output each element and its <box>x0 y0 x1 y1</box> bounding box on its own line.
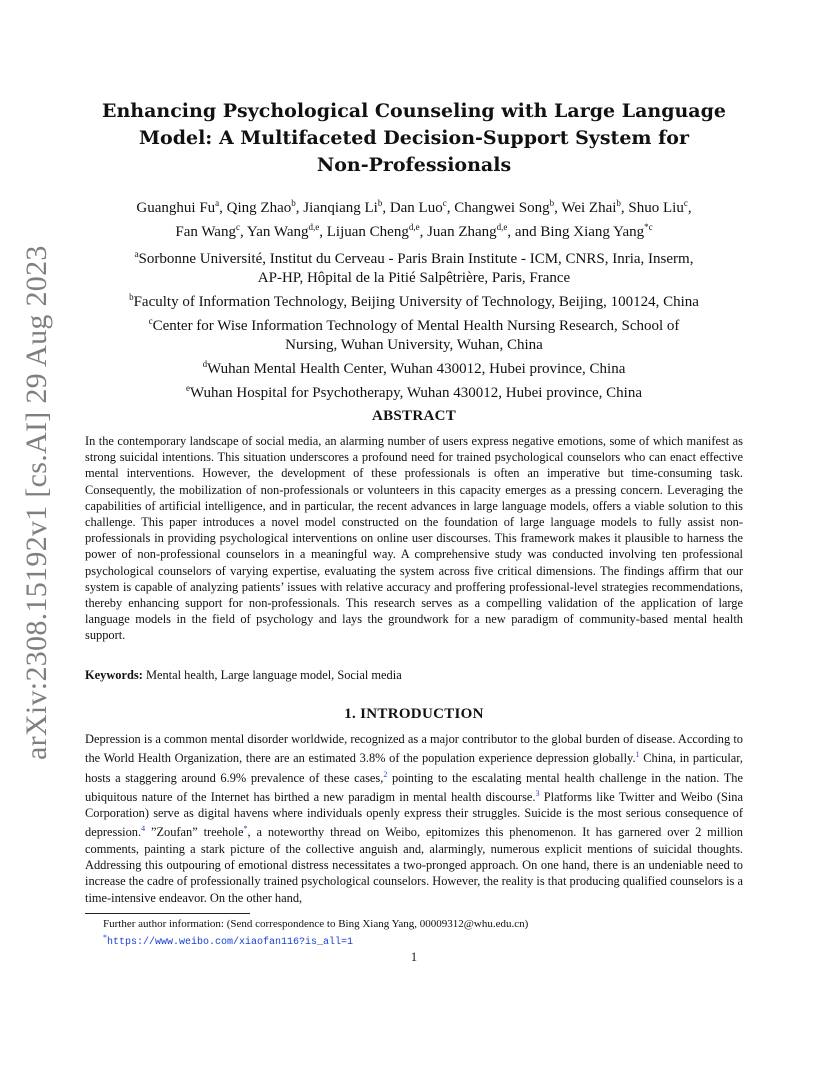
affiliation-continued <box>60 336 768 355</box>
abstract-text: In the contemporary landscape of social media, an alarming number of users express negative emotions, some of which manifest as strong suicidal intentions. This situation underscores a profound need for trained psychological counselors who can enact effective mental interventions. However, the development of these professionals is often an imperative but time-consuming task. Consequently, the mobilization of non-professionals or volunteers in this capacity emerges as a pressing concern. Leveraging the capabilities of artificial intelligence, and in particular, the recent advances in large language models, offers a viable solution to this challenge. This paper introduces a novel model constructed on the foundation of large language models to fully assist non-professionals in providing psychological interventions on online user discourses. This framework makes it plausible to harness the power of non-professional counselors in a meaningful way. A comprehensive study was conducted involving ten professional psychological counselors of varying expertise, evaluating the system across five critical dimensions. The findings affirm that our system is capable of analyzing patients’ issues with relative accuracy and proffering professional-level strategies recommendations, thereby enhancing support for non-professionals. This research serves as a compelling validation of the application of large language models in the field of psychology and lays the groundwork for a new paradigm of community-based mental health support. <box>85 434 743 643</box>
citation-link[interactable]: 3 <box>535 788 540 798</box>
affiliation <box>60 355 768 379</box>
footnote-link[interactable]: * <box>243 824 248 834</box>
authors-conjunction: and <box>514 224 537 240</box>
page-number: 1 <box>410 950 418 964</box>
author-name: Lijuan Cheng <box>326 224 409 240</box>
author-affiliation-mark: c <box>442 198 447 208</box>
author-affiliation-mark: b <box>549 198 555 208</box>
affiliation <box>60 312 768 336</box>
intro-text: Depression is a common mental disorder worldwide, recognized as a major contributor to the global burden of disease. According to the World Health Organization, there are an estimated 3.8% of the population experience depression globally. <box>85 732 743 766</box>
author-name: Dan Luo <box>389 200 443 216</box>
author-name: Bing Xiang Yang <box>540 224 645 240</box>
author-affiliation-mark: b <box>616 198 621 208</box>
affiliation-mark: c <box>148 316 153 326</box>
intro-text: Platforms like Twitter and Weibo (Sina Corporation) serve as digital havens where individuals openly express their struggles. Suicide is the most serious consequence of depression. <box>85 789 743 840</box>
affiliation <box>60 379 768 403</box>
author-name: Fan Wang <box>175 224 236 240</box>
footnote-divider <box>85 913 250 914</box>
affiliation-mark: b <box>129 292 134 302</box>
author-affiliation-mark: *c <box>644 222 653 232</box>
affiliation-line: Nursing, Wuhan University, Wuhan, China <box>285 337 543 353</box>
author-affiliation-mark: c <box>683 198 688 208</box>
citation-link[interactable]: 1 <box>635 750 640 760</box>
arxiv-identifier: arXiv:2308.15192v1 [cs.AI] 29 Aug 2023 <box>20 245 53 760</box>
intro-text: China, in particular, hosts a staggering around 6.9% prevalence of these cases, <box>85 751 744 785</box>
title-line: Enhancing Psychological Counseling with Large Language <box>102 100 726 122</box>
affiliation-line: Center for Wise Information Technology of Mental Health Nursing Research, School of <box>152 318 680 334</box>
title-line: Non-Professionals <box>316 154 512 176</box>
affiliation-continued <box>60 269 768 288</box>
author-affiliation-mark: d,e <box>408 222 420 232</box>
author-affiliation-mark: d,e <box>496 222 508 232</box>
affiliation-mark: d <box>202 359 208 369</box>
author-affiliation-mark: b <box>377 198 383 208</box>
author-info-footnote: Further author information: (Send correspondence to Bing Xiang Yang, 00009312@whu.edu.cn) <box>103 918 529 930</box>
author-name: Guanghui Fu <box>136 200 216 216</box>
abstract-heading: ABSTRACT <box>371 408 457 424</box>
author-name: Shuo Liu <box>628 200 684 216</box>
footnote-mark: * <box>103 933 107 942</box>
intro-text: ”Zoufan” treehole <box>145 825 244 840</box>
section-heading-introduction: 1. INTRODUCTION <box>344 706 484 722</box>
author-name: Changwei Song <box>454 200 550 216</box>
paper-title <box>80 98 748 179</box>
author-name: Yan Wang <box>246 224 309 240</box>
author-affiliation-mark: c <box>235 222 240 232</box>
affiliation <box>60 245 768 269</box>
affiliation-mark: a <box>134 249 139 259</box>
affiliation <box>60 288 768 312</box>
affiliation-line: AP-HP, Hôpital de la Pitié Salpêtrière, Paris, France <box>257 270 571 286</box>
affiliation-mark: e <box>185 383 190 393</box>
title-line: Model: A Multifaceted Decision-Support System for <box>139 127 689 149</box>
weibo-url-link[interactable]: https://www.weibo.com/xiaofan116?is_all=1 <box>107 937 354 948</box>
intro-text: , a noteworthy thread on Weibo, epitomizes this phenomenon. It has garnered over 2 million comments, painting a stark picture of the collective anguish and, alarmingly, numerous explicit mentions of suicidal thoughts. Addressing this outpouring of emotional distress necessitates a two-pronged approach. On one hand, there is an undeniable need to increase the cadre of professionally trained psychological counselors. However, the reality is that producing qualified counselors is a time-intensive endeavor. On the other hand, <box>85 825 743 905</box>
affiliation-line: Sorbonne Université, Institut du Cerveau - Paris Brain Institute - ICM, CNRS, Inria, Inserm, <box>138 251 694 267</box>
affiliation-line: Wuhan Mental Health Center, Wuhan 430012, Hubei province, China <box>207 361 626 377</box>
author-name: Juan Zhang <box>427 224 497 240</box>
keywords-label: Keywords: <box>85 668 143 682</box>
keywords <box>85 668 743 683</box>
author-name: Wei Zhai <box>561 200 617 216</box>
url-footnote <box>103 931 743 950</box>
author-affiliation-mark: d,e <box>308 222 320 232</box>
citation-link[interactable]: 4 <box>141 824 146 834</box>
affiliation-line: Faculty of Information Technology, Beijing University of Technology, Beijing, 100124, China <box>133 294 699 310</box>
footnotes <box>103 917 743 950</box>
affiliation-list <box>60 245 768 403</box>
intro-text: pointing to the escalating mental health challenge in the nation. The ubiquitous nature of the Internet has birthed a new paradigm in mental health discourse. <box>85 770 743 804</box>
author-affiliation-mark: b <box>291 198 296 208</box>
keywords-text: Mental health, Large language model, Social media <box>145 668 402 682</box>
author-affiliation-mark: a <box>215 198 220 208</box>
affiliation-line: Wuhan Hospital for Psychotherapy, Wuhan 430012, Hubei province, China <box>189 385 643 401</box>
citation-link[interactable]: 2 <box>383 769 388 779</box>
author-name: Qing Zhao <box>226 200 292 216</box>
author-name: Jianqiang Li <box>303 200 378 216</box>
author-list: Guanghui Fu$^a$, Qing Zhao$^b$, Jianqiang Li$^b$, Dan Luo$^c$, Changwei Song$^b$, Wei Zhai$^b$, Shuo Liu$^c$, Fan Wang$^c$, Yan Wang$^{d,e}$, Lijuan Cheng$^{d,e}$, Juan Zhang$^{d,e}$, and Bing Xiang Yang$^{*c}$ <box>136 198 692 240</box>
introduction-paragraph <box>85 731 743 906</box>
